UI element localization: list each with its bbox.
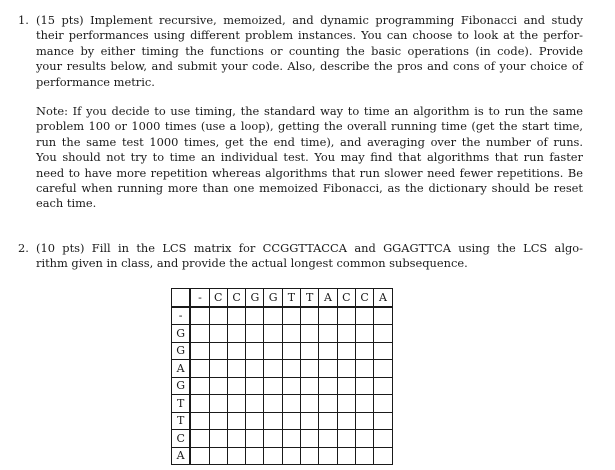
matrix-cell[interactable] bbox=[355, 430, 373, 448]
matrix-cell[interactable] bbox=[264, 360, 282, 378]
matrix-cell[interactable] bbox=[209, 395, 227, 413]
matrix-cell[interactable] bbox=[246, 447, 264, 465]
note-line: need to have more repetition whereas algorithms that run slower need fewer repetitions. Be bbox=[36, 165, 583, 180]
problem-2 bbox=[18, 241, 583, 272]
matrix-cell[interactable] bbox=[319, 307, 337, 325]
matrix-cell[interactable] bbox=[282, 412, 300, 430]
matrix-cell[interactable] bbox=[319, 377, 337, 395]
matrix-row-header: G bbox=[172, 325, 191, 343]
matrix-cell[interactable] bbox=[264, 395, 282, 413]
problem-number: 2. bbox=[18, 241, 29, 255]
matrix-row bbox=[172, 395, 393, 413]
matrix-cell[interactable] bbox=[337, 325, 355, 343]
matrix-column-header: C bbox=[355, 289, 373, 307]
matrix-cell[interactable] bbox=[337, 307, 355, 325]
matrix-cell[interactable] bbox=[227, 430, 245, 448]
matrix-cell[interactable] bbox=[246, 307, 264, 325]
matrix-row bbox=[172, 342, 393, 360]
matrix-cell[interactable] bbox=[282, 395, 300, 413]
matrix-cell[interactable] bbox=[209, 325, 227, 343]
matrix-cell[interactable] bbox=[301, 307, 319, 325]
matrix-cell[interactable] bbox=[227, 342, 245, 360]
matrix-cell[interactable] bbox=[319, 447, 337, 465]
matrix-row bbox=[172, 360, 393, 378]
matrix-cell[interactable] bbox=[282, 307, 300, 325]
matrix-cell[interactable] bbox=[209, 360, 227, 378]
matrix-cell[interactable] bbox=[246, 342, 264, 360]
paragraph-line: your results below, and submit your code. Also, describe the pros and cons of your choice of bbox=[36, 59, 583, 74]
matrix-cell[interactable] bbox=[337, 447, 355, 465]
matrix-cell[interactable] bbox=[301, 377, 319, 395]
matrix-column-header: T bbox=[282, 289, 300, 307]
matrix-cell[interactable] bbox=[190, 412, 209, 430]
matrix-cell[interactable] bbox=[264, 447, 282, 465]
matrix-column-header: T bbox=[301, 289, 319, 307]
matrix-cell[interactable] bbox=[319, 342, 337, 360]
matrix-cell[interactable] bbox=[337, 342, 355, 360]
paragraph-line: (10 pts) Fill in the LCS matrix for CCGGTTACCA and GGAGTTCA using the LCS algo- bbox=[36, 241, 583, 255]
matrix-cell[interactable] bbox=[374, 395, 392, 413]
note-line: Note: If you decide to use timing, the standard way to time an algorithm is to run the same bbox=[36, 104, 583, 119]
matrix-cell[interactable] bbox=[264, 377, 282, 395]
matrix-row bbox=[172, 307, 393, 325]
problem-1 bbox=[18, 13, 583, 212]
matrix-row-header: G bbox=[172, 377, 191, 395]
matrix-cell[interactable] bbox=[374, 360, 392, 378]
matrix-cell[interactable] bbox=[301, 325, 319, 343]
matrix-cell[interactable] bbox=[246, 430, 264, 448]
matrix-cell[interactable] bbox=[301, 412, 319, 430]
note-line: each time. bbox=[36, 196, 97, 211]
matrix-cell[interactable] bbox=[282, 377, 300, 395]
matrix-cell[interactable] bbox=[374, 325, 392, 343]
matrix-cell[interactable] bbox=[227, 360, 245, 378]
matrix-cell[interactable] bbox=[264, 342, 282, 360]
matrix-cell[interactable] bbox=[264, 307, 282, 325]
matrix-cell[interactable] bbox=[319, 430, 337, 448]
note-line: run the same test 1000 times, get the end time), and averaging over the number of runs. bbox=[36, 134, 583, 149]
matrix-cell[interactable] bbox=[301, 360, 319, 378]
matrix-header-row bbox=[172, 289, 393, 307]
note-line: problem 100 or 1000 times (use a loop), getting the overall running time (get the start time, bbox=[36, 119, 583, 134]
matrix-cell[interactable] bbox=[227, 325, 245, 343]
matrix-cell[interactable] bbox=[246, 412, 264, 430]
matrix-cell[interactable] bbox=[282, 360, 300, 378]
matrix-column-header: C bbox=[209, 289, 227, 307]
matrix-cell[interactable] bbox=[246, 395, 264, 413]
matrix-cell[interactable] bbox=[209, 307, 227, 325]
matrix-cell[interactable] bbox=[209, 342, 227, 360]
matrix-cell[interactable] bbox=[319, 412, 337, 430]
matrix-column-header: C bbox=[227, 289, 245, 307]
matrix-cell[interactable] bbox=[301, 395, 319, 413]
matrix-cell[interactable] bbox=[337, 377, 355, 395]
matrix-cell[interactable] bbox=[227, 307, 245, 325]
matrix-row bbox=[172, 430, 393, 448]
matrix-row-header: T bbox=[172, 395, 191, 413]
paragraph-line: mance by either timing the functions or counting the basic operations (in code). Provide bbox=[36, 43, 583, 58]
matrix-row-header: A bbox=[172, 447, 191, 465]
matrix-cell[interactable] bbox=[337, 412, 355, 430]
problem-1-body bbox=[36, 13, 583, 212]
paragraph-line: rithm given in class, and provide the actual longest common subsequence. bbox=[36, 256, 468, 271]
paragraph-line: (15 pts) Implement recursive, memoized, and dynamic programming Fibonacci and study bbox=[36, 13, 583, 27]
matrix-cell[interactable] bbox=[209, 412, 227, 430]
matrix-cell[interactable] bbox=[319, 325, 337, 343]
matrix-cell[interactable] bbox=[209, 377, 227, 395]
problem-2-body bbox=[36, 241, 583, 272]
matrix-row-header: G bbox=[172, 342, 191, 360]
matrix-cell[interactable] bbox=[337, 430, 355, 448]
matrix-corner-cell bbox=[172, 289, 191, 307]
matrix-cell[interactable] bbox=[374, 342, 392, 360]
matrix-cell[interactable] bbox=[355, 377, 373, 395]
matrix-cell[interactable] bbox=[301, 447, 319, 465]
matrix-cell[interactable] bbox=[227, 412, 245, 430]
matrix-column-header: - bbox=[190, 289, 209, 307]
matrix-cell[interactable] bbox=[337, 360, 355, 378]
matrix-cell[interactable] bbox=[190, 342, 209, 360]
matrix-row-header: T bbox=[172, 412, 191, 430]
matrix-cell[interactable] bbox=[282, 447, 300, 465]
matrix-cell[interactable] bbox=[355, 360, 373, 378]
matrix-cell[interactable] bbox=[301, 342, 319, 360]
matrix-cell[interactable] bbox=[190, 377, 209, 395]
matrix-cell[interactable] bbox=[374, 307, 392, 325]
problem-1-paragraph bbox=[36, 13, 583, 90]
matrix-cell[interactable] bbox=[209, 430, 227, 448]
matrix-row-header: C bbox=[172, 430, 191, 448]
matrix-cell[interactable] bbox=[190, 360, 209, 378]
matrix-cell[interactable] bbox=[374, 447, 392, 465]
matrix-cell[interactable] bbox=[190, 395, 209, 413]
matrix-cell[interactable] bbox=[227, 447, 245, 465]
matrix-cell[interactable] bbox=[264, 325, 282, 343]
matrix-cell[interactable] bbox=[282, 342, 300, 360]
matrix-row bbox=[172, 412, 393, 430]
matrix-cell[interactable] bbox=[374, 412, 392, 430]
matrix-cell[interactable] bbox=[374, 430, 392, 448]
matrix-cell[interactable] bbox=[190, 325, 209, 343]
matrix-cell[interactable] bbox=[355, 342, 373, 360]
matrix-column-header: A bbox=[319, 289, 337, 307]
matrix-cell[interactable] bbox=[190, 430, 209, 448]
matrix-column-header: G bbox=[264, 289, 282, 307]
matrix-cell[interactable] bbox=[190, 307, 209, 325]
matrix-row-header: - bbox=[172, 307, 191, 325]
paragraph-line: performance metric. bbox=[36, 74, 155, 89]
matrix-column-header: C bbox=[337, 289, 355, 307]
matrix-cell[interactable] bbox=[246, 360, 264, 378]
matrix-cell[interactable] bbox=[301, 430, 319, 448]
note-line: careful when running more than one memoized Fibonacci, as the dictionary should be reset bbox=[36, 181, 583, 196]
matrix-cell[interactable] bbox=[264, 430, 282, 448]
matrix-cell[interactable] bbox=[227, 377, 245, 395]
matrix-cell[interactable] bbox=[190, 447, 209, 465]
matrix-cell[interactable] bbox=[355, 325, 373, 343]
matrix-cell[interactable] bbox=[282, 430, 300, 448]
matrix-cell[interactable] bbox=[374, 377, 392, 395]
matrix-cell[interactable] bbox=[355, 412, 373, 430]
matrix-cell[interactable] bbox=[264, 412, 282, 430]
matrix-row-header: A bbox=[172, 360, 191, 378]
matrix-cell[interactable] bbox=[355, 447, 373, 465]
matrix-cell[interactable] bbox=[355, 395, 373, 413]
matrix-cell[interactable] bbox=[355, 307, 373, 325]
matrix-cell[interactable] bbox=[227, 395, 245, 413]
matrix-cell[interactable] bbox=[282, 325, 300, 343]
matrix-cell[interactable] bbox=[246, 377, 264, 395]
lcs-matrix bbox=[171, 288, 393, 465]
matrix-column-header: A bbox=[374, 289, 392, 307]
paragraph-line: their performances using different problem instances. You can choose to look at the perfor- bbox=[36, 28, 583, 43]
matrix-cell[interactable] bbox=[246, 325, 264, 343]
matrix-row bbox=[172, 325, 393, 343]
matrix-row bbox=[172, 377, 393, 395]
matrix-cell[interactable] bbox=[209, 447, 227, 465]
matrix-cell[interactable] bbox=[319, 395, 337, 413]
matrix-row bbox=[172, 447, 393, 465]
note-line: You should not try to time an individual test. You may find that algorithms that run faster bbox=[36, 150, 583, 165]
matrix-column-header: G bbox=[246, 289, 264, 307]
matrix-cell[interactable] bbox=[319, 360, 337, 378]
problem-number: 1. bbox=[18, 13, 29, 27]
problem-1-note bbox=[36, 104, 583, 212]
matrix-cell[interactable] bbox=[337, 395, 355, 413]
